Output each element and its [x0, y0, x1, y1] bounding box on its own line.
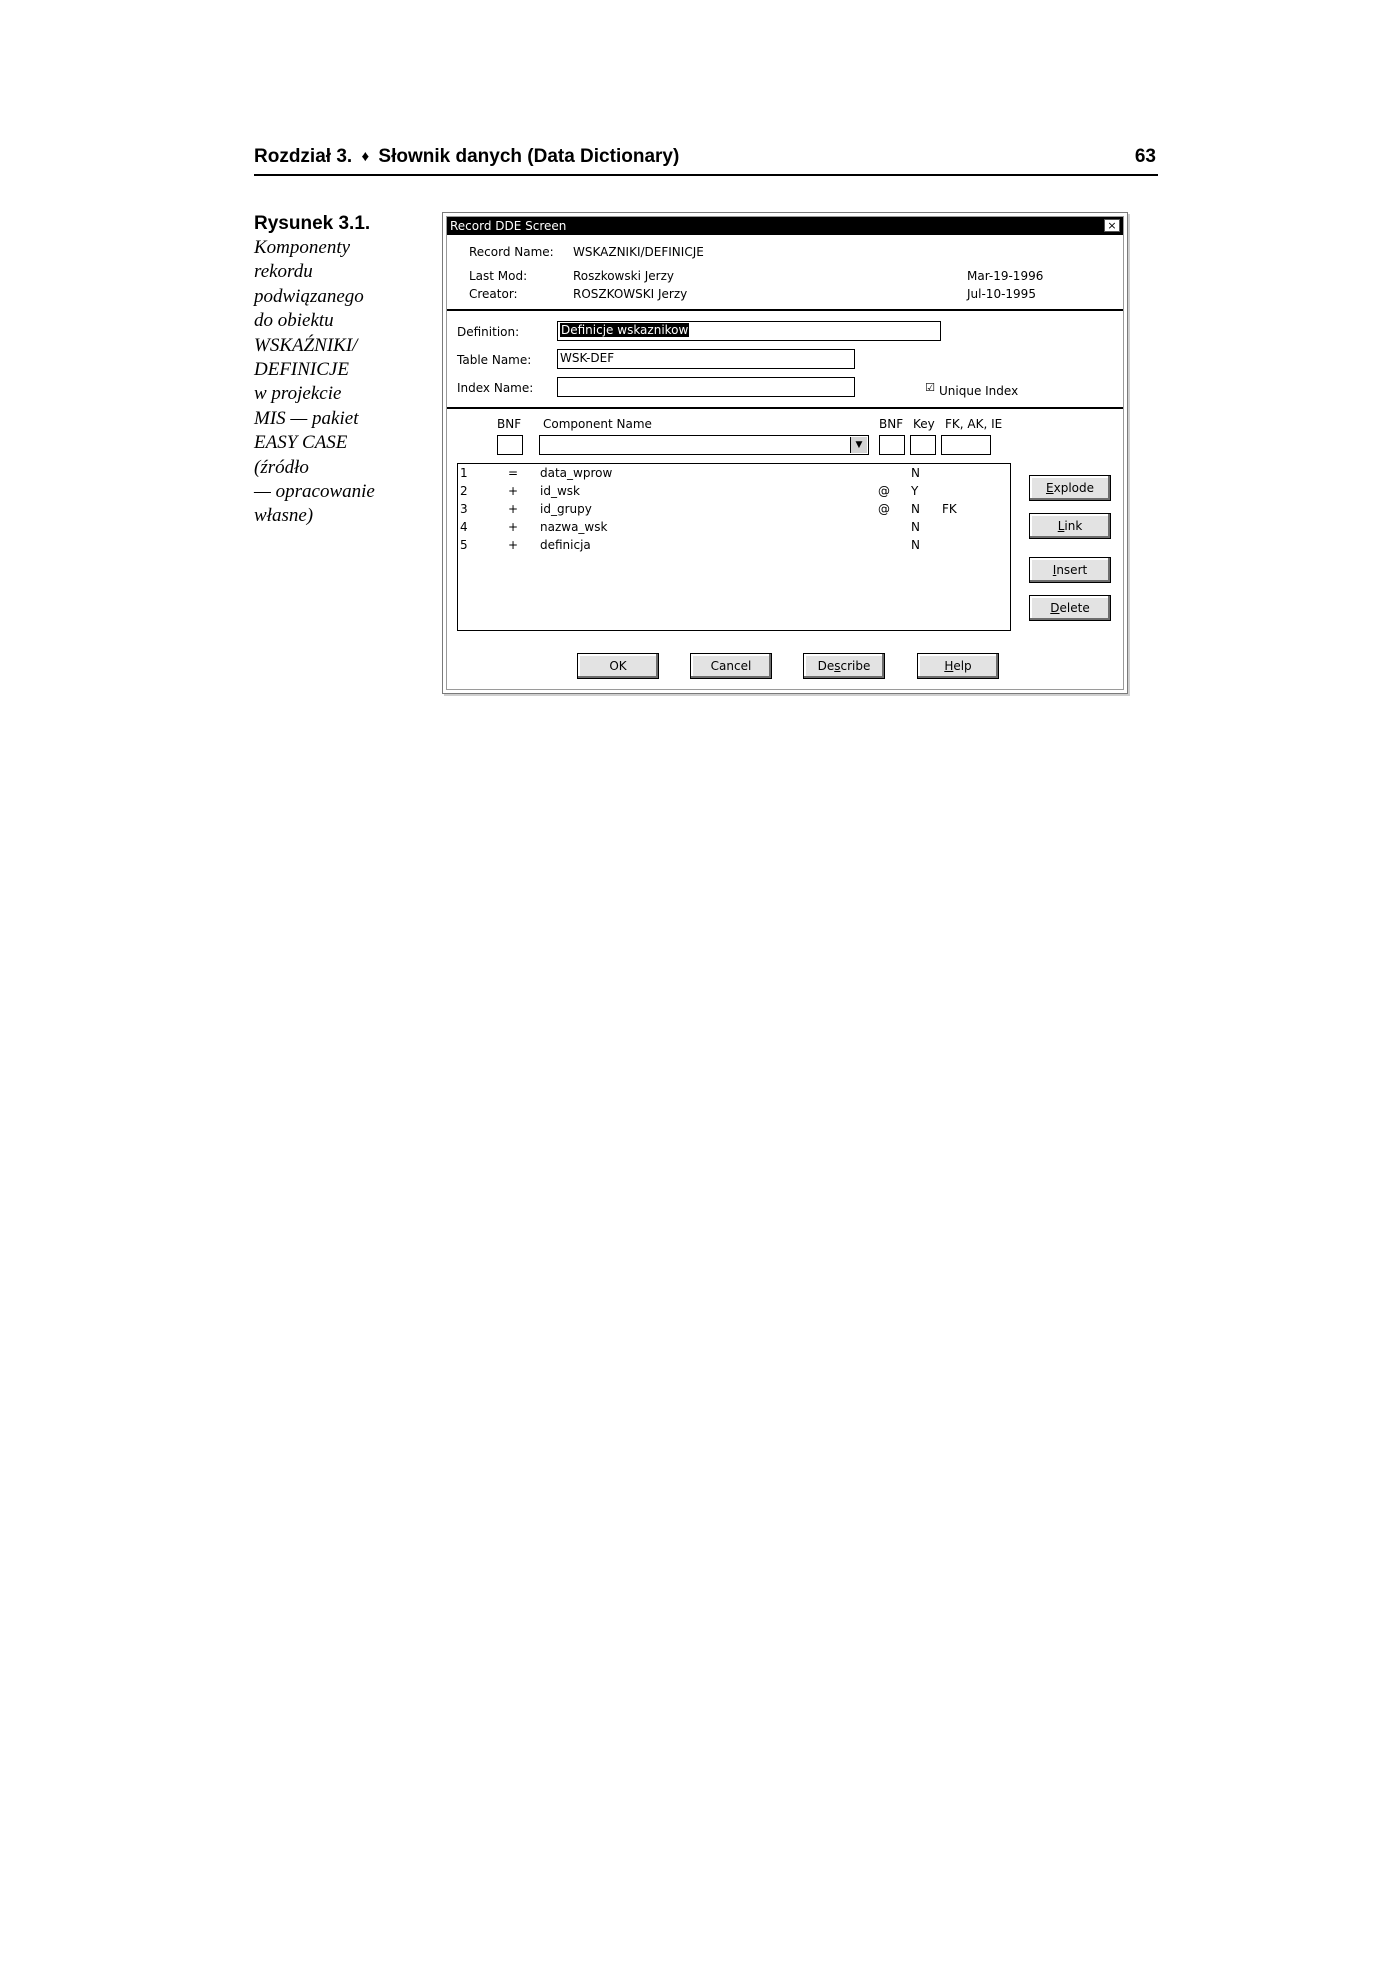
table-name-field[interactable]: WSK-DEF — [557, 349, 855, 369]
running-head — [254, 146, 679, 168]
row-number: 2 — [460, 484, 468, 498]
definition-value: Definicje wskaznikow — [561, 323, 689, 337]
definition-label: Definition: — [457, 325, 520, 339]
describe-button[interactable]: Describe — [803, 653, 885, 679]
row-component-name: definicja — [540, 538, 591, 552]
key-input[interactable] — [910, 435, 936, 455]
list-item[interactable] — [458, 482, 1010, 500]
fk-ak-ie-input[interactable] — [941, 435, 991, 455]
row-component-name: id_wsk — [540, 484, 580, 498]
caption-line: EASY CASE — [254, 432, 348, 454]
dialog-frame — [446, 216, 1124, 690]
caption-line: podwiązanego — [254, 285, 364, 307]
row-key: N — [911, 538, 920, 552]
separator — [447, 407, 1123, 409]
diamond-icon: ♦ — [361, 148, 370, 165]
insert-button[interactable]: Insert — [1029, 557, 1111, 583]
index-name-field[interactable] — [557, 377, 855, 397]
last-mod-label: Last Mod: — [469, 269, 528, 283]
caption-line: w projekcie — [254, 383, 342, 405]
last-mod-user: Roszkowski Jerzy — [573, 269, 674, 283]
cancel-button[interactable]: Cancel — [690, 653, 772, 679]
caption-line: — opracowanie — [254, 481, 375, 503]
creator-label: Creator: — [469, 287, 518, 301]
component-name-combo[interactable] — [539, 435, 869, 455]
creator-user: ROSZKOWSKI Jerzy — [573, 287, 688, 301]
list-item[interactable] — [458, 500, 1010, 518]
row-fk: FK — [942, 502, 957, 516]
unique-index-label: Unique Index — [939, 384, 1019, 398]
table-name-label: Table Name: — [457, 353, 532, 367]
row-key: Y — [911, 484, 919, 498]
row-number: 4 — [460, 520, 468, 534]
section-title: Słownik danych (Data Dictionary) — [378, 146, 680, 167]
chapter-label: Rozdział 3. — [254, 146, 353, 167]
delete-button[interactable]: Delete — [1029, 595, 1111, 621]
list-item[interactable] — [458, 464, 1010, 482]
dialog-title: Record DDE Screen — [450, 219, 567, 233]
caption-line: rekordu — [254, 261, 313, 283]
component-list[interactable] — [457, 463, 1011, 631]
row-operator: + — [508, 502, 519, 516]
row-operator: + — [508, 484, 519, 498]
row-number: 5 — [460, 538, 468, 552]
link-button[interactable]: Link — [1029, 513, 1111, 539]
page-number: 63 — [1134, 146, 1156, 167]
row-operator: + — [508, 520, 519, 534]
row-number: 1 — [460, 466, 468, 480]
row-component-name: nazwa_wsk — [540, 520, 608, 534]
bnf-column-header: BNF — [497, 417, 522, 431]
caption-line: MIS — pakiet — [254, 407, 359, 429]
row-number: 3 — [460, 502, 468, 516]
bnf2-input[interactable] — [879, 435, 905, 455]
row-key: N — [911, 502, 920, 516]
row-component-name: id_grupy — [540, 502, 592, 516]
creator-date: Jul-10-1995 — [967, 287, 1036, 301]
figure-label: Rysunek 3.1. — [254, 213, 371, 234]
record-name-label: Record Name: — [469, 245, 554, 259]
chevron-down-icon[interactable]: ▼ — [850, 437, 867, 453]
dialog-titlebar[interactable] — [447, 217, 1123, 235]
figure-caption — [254, 212, 434, 529]
caption-line: do obiektu — [254, 310, 334, 332]
key-column-header: Key — [913, 417, 935, 431]
close-button[interactable]: × — [1104, 219, 1120, 232]
row-operator: = — [508, 466, 519, 480]
row-operator: + — [508, 538, 519, 552]
explode-button[interactable]: Explode — [1029, 475, 1111, 501]
list-item[interactable] — [458, 536, 1010, 554]
record-dde-dialog — [442, 212, 1128, 694]
row-bnf: @ — [878, 484, 890, 498]
separator — [447, 309, 1123, 311]
last-mod-date: Mar-19-1996 — [967, 269, 1044, 283]
caption-line: Komponenty — [254, 237, 351, 258]
component-name-column-header: Component Name — [543, 417, 652, 431]
row-key: N — [911, 466, 920, 480]
ok-button[interactable]: OK — [577, 653, 659, 679]
help-button[interactable]: Help — [917, 653, 999, 679]
page-header — [254, 146, 1158, 176]
row-bnf: @ — [878, 502, 890, 516]
row-component-name: data_wprow — [540, 466, 613, 480]
caption-line: WSKAŹNIKI/ — [254, 334, 358, 356]
fk-ak-ie-column-header: FK, AK, IE — [945, 417, 1003, 431]
index-name-label: Index Name: — [457, 381, 534, 395]
bnf-input[interactable] — [497, 435, 523, 455]
bnf2-column-header: BNF — [879, 417, 904, 431]
record-name-value: WSKAZNIKI/DEFINICJE — [573, 245, 704, 259]
unique-index-checkbox[interactable]: ☑ — [925, 381, 935, 394]
caption-line: własne) — [254, 505, 314, 527]
definition-field[interactable] — [557, 321, 941, 341]
row-key: N — [911, 520, 920, 534]
caption-line: (źródło — [254, 456, 309, 478]
caption-line: DEFINICJE — [254, 359, 349, 381]
list-item[interactable] — [458, 518, 1010, 536]
